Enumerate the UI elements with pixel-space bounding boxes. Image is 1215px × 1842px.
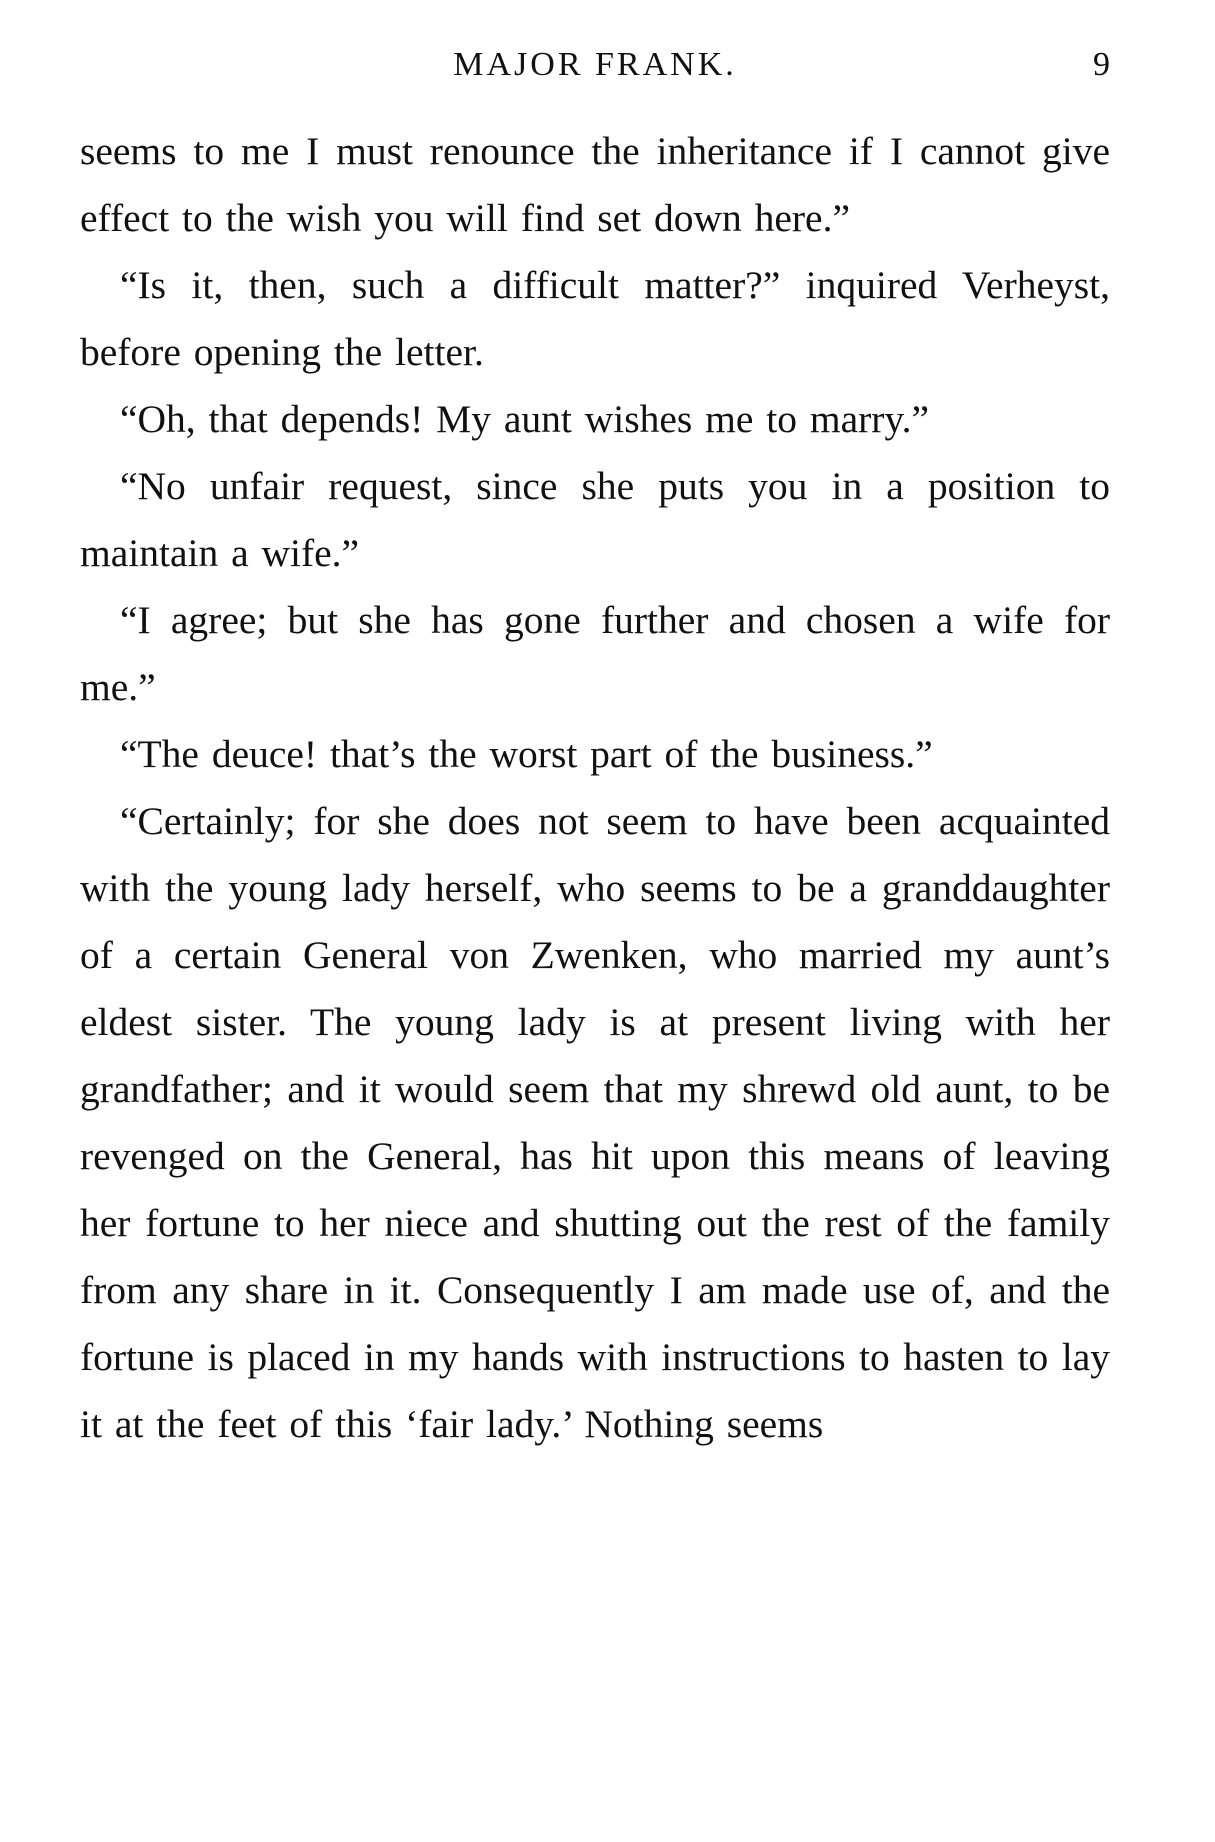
body-text [80, 118, 1110, 1458]
paragraph: “Certainly; for she does not seem to have been acquainted with the young lady herself, who seems to be a granddaughter of a certain General von Zwenken, who married my aunt’s eldest sister. The young lady is at present living with her grandfather; and it would seem that my shrewd old aunt, to be revenged on the General, has hit upon this means of leaving her fortune to her niece and shutting out the rest of the family from any share in it. Consequently I am made use of, and the fortune is placed in my hands with instructions to hasten to lay it at the feet of this ‘fair lady.’ Nothing seems [80, 799, 1110, 1446]
paragraph: “Is it, then, such a difficult matter?” inquired Verheyst, before opening the letter. [80, 263, 1110, 374]
page-number: 9 [1093, 46, 1110, 83]
paragraph: “No unfair request, since she puts you in a position to maintain a wife.” [80, 464, 1110, 575]
paragraph: “I agree; but she has gone further and chosen a wife for me.” [80, 598, 1110, 709]
running-head [80, 40, 1110, 90]
running-title: MAJOR FRANK. [453, 46, 737, 83]
paragraph-continuation: seems to me I must renounce the inheritance if I cannot give effect to the wish you will find set down here.” [80, 129, 1110, 240]
paragraph: “The deuce! that’s the worst part of the business.” [120, 732, 933, 776]
paragraph: “Oh, that depends! My aunt wishes me to marry.” [120, 397, 930, 441]
